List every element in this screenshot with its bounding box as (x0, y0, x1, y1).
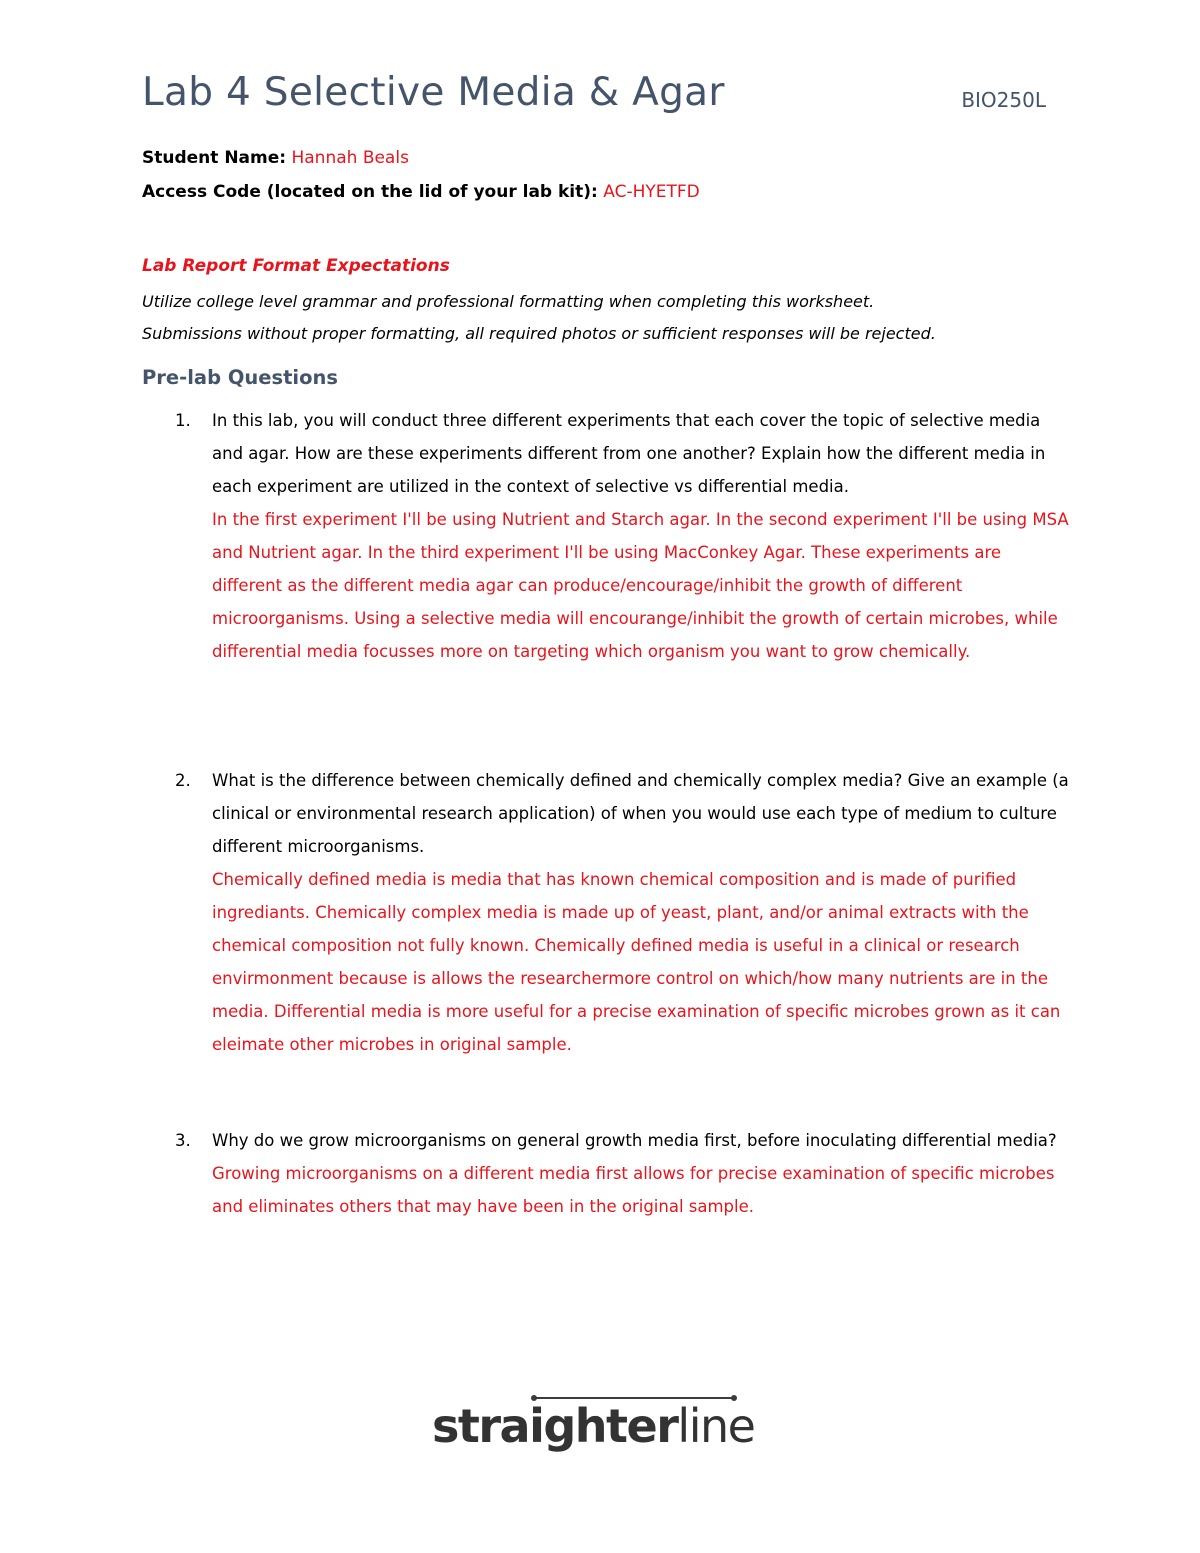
course-code: BIO250L (961, 88, 1046, 112)
answer-text: Chemically defined media is media that has known chemical composition and is made of purified ingrediants. Chemically complex media is made up of yeast, plant, and/or animal extracts with the chemical composition not fully known. Chemically defined media is useful in a clinical or research envirmonment because is allows the researchermore control on which/how many nutrients are in the media. Differential media is more useful for a precise examination of specific microbes grown as it can eleimate other microbes in original sample. (212, 870, 1061, 1054)
prelab-heading: Pre-lab Questions (142, 366, 338, 389)
logo-word-light: line (677, 1399, 755, 1453)
title-row (142, 70, 1052, 130)
logo-word-bold: straighter (432, 1399, 678, 1453)
page-title: Lab 4 Selective Media & Agar (142, 70, 725, 115)
question-number: 2. (175, 771, 191, 790)
question-text: Why do we grow microorganisms on general growth media first, before inoculating differential media? (212, 1131, 1057, 1150)
format-expectations-line-1: Utilize college level grammar and professional formatting when completing this worksheet. (142, 292, 875, 311)
question-item-1 (142, 404, 1072, 668)
question-item-3 (142, 1124, 1072, 1223)
answer-text: In the first experiment I'll be using Nutrient and Starch agar. In the second experiment I'll be using MSA and Nutrient agar. In the third experiment I'll be using MacConkey Agar. These experiments are different as the different media agar can produce/encourage/inhibit the growth of different microorganisms. Using a selective media will encourange/inhibit the growth of certain microbes, while differential media focusses more on targeting which organism you want to grow chemically. (212, 510, 1069, 661)
access-code-value: AC-HYETFD (603, 182, 700, 202)
question-text: In this lab, you will conduct three different experiments that each cover the topic of selective media and agar. How are these experiments different from one another? Explain how the different media in each experiment are utilized in the context of selective vs differential media. (212, 411, 1046, 496)
student-name-value: Hannah Beals (291, 148, 409, 168)
student-name-line (142, 148, 409, 168)
question-number: 1. (175, 411, 191, 430)
logo-wordmark (432, 1399, 754, 1453)
access-code-label: Access Code (located on the lid of your lab kit): (142, 182, 598, 202)
format-expectations-heading: Lab Report Format Expectations (142, 256, 450, 276)
format-expectations-line-2: Submissions without proper formatting, all required photos or sufficient responses will be rejected. (142, 324, 936, 343)
question-number: 3. (175, 1131, 191, 1150)
question-item-2 (142, 764, 1072, 1061)
answer-text: Growing microorganisms on a different media first allows for precise examination of specific microbes and eliminates others that may have been in the original sample. (212, 1164, 1055, 1216)
straighterline-logo (432, 1397, 762, 1467)
student-name-label: Student Name: (142, 148, 287, 168)
access-code-line (142, 182, 700, 202)
question-text: What is the difference between chemically defined and chemically complex media? Give an example (a clinical or environmental research application) of when you would use each type of medium to culture different microorganisms. (212, 771, 1069, 856)
